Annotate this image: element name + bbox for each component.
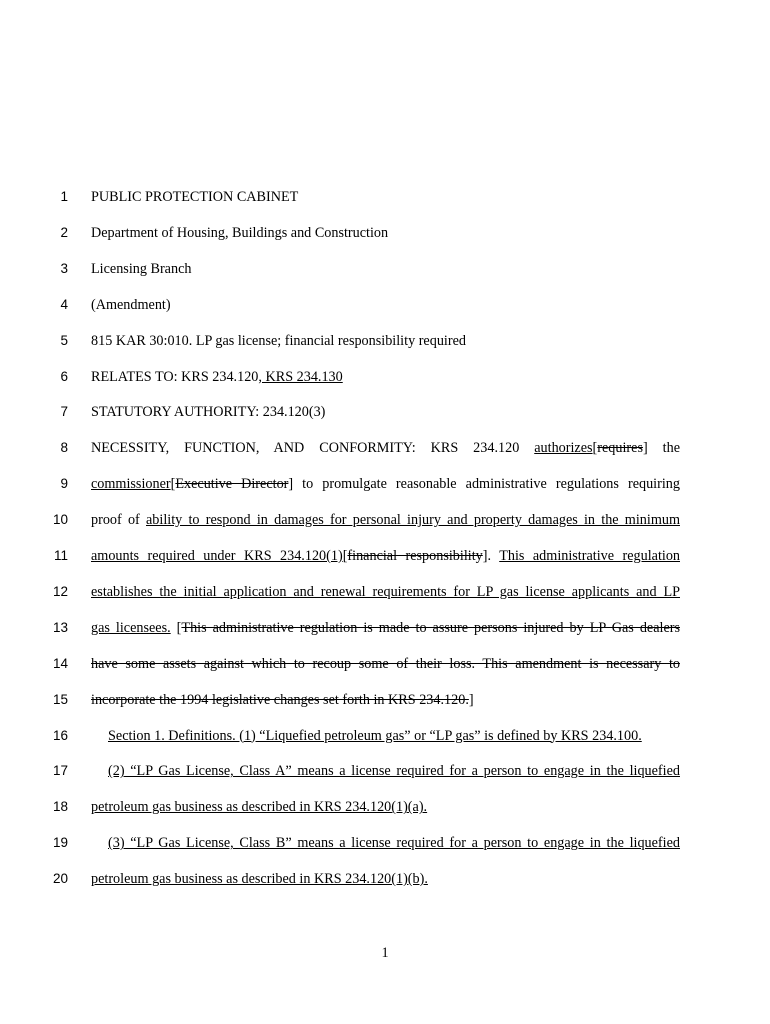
line-number: 7	[60, 404, 68, 420]
line-text	[91, 184, 680, 210]
text-segment: ] to promulgate reasonable administrative regulations requiring	[288, 476, 680, 493]
inserted-text: authorizes	[534, 440, 593, 457]
line-text	[91, 651, 680, 677]
deleted-text: This administrative regulation is made to assure persons injured by LP Gas dealers	[181, 619, 680, 636]
text-segment: proof of	[91, 512, 146, 529]
page-number: 1	[381, 945, 389, 961]
inserted-text: This administrative regulation	[499, 548, 680, 564]
text-segment: PUBLIC PROTECTION CABINET	[91, 189, 299, 205]
line-text	[91, 866, 680, 892]
line-text	[91, 435, 680, 461]
deleted-text: have some assets against which to recoup some of their loss. This amendment is necessary to	[91, 655, 680, 672]
line-text	[91, 687, 680, 713]
text-segment: RELATES TO: KRS 234.120	[91, 368, 259, 385]
text-segment: 815 KAR 30:010. LP gas license; financial responsibility required	[91, 332, 466, 349]
line-number: 11	[53, 548, 68, 563]
line-number: 13	[52, 619, 68, 635]
line-text	[91, 471, 680, 497]
line-text	[91, 292, 680, 318]
text-segment: [	[170, 619, 182, 636]
text-segment: NECESSITY, FUNCTION, AND CONFORMITY: KRS 234.120	[91, 440, 535, 457]
line-number: 8	[60, 440, 68, 456]
line-number: 5	[60, 332, 68, 348]
line-number: 10	[52, 512, 68, 528]
line-number: 15	[52, 691, 68, 707]
line-text	[91, 794, 680, 820]
document-line	[0, 543, 770, 569]
line-text	[91, 543, 680, 569]
document-line	[0, 328, 770, 354]
document-line	[0, 794, 770, 820]
document-line	[0, 471, 770, 497]
inserted-text: (2) “LP Gas License, Class A” means a license required for a person to engage in the liquefied	[108, 763, 680, 780]
text-segment: ] the	[642, 440, 680, 457]
document-line	[0, 364, 770, 390]
line-text	[91, 256, 680, 282]
document-line	[0, 256, 770, 282]
line-number: 1	[60, 189, 68, 204]
line-text	[91, 579, 680, 605]
text-segment: Department of Housing, Buildings and Construction	[91, 224, 389, 241]
inserted-text: amounts required under KRS 234.120(1)	[91, 548, 343, 564]
document-line	[0, 399, 770, 425]
text-segment: [	[342, 548, 348, 564]
document-line	[0, 615, 770, 641]
line-text	[91, 830, 680, 856]
document-line	[0, 866, 770, 892]
document-line	[0, 651, 770, 677]
line-number: 3	[60, 260, 68, 276]
inserted-text: establishes the initial application and renewal requirements for LP gas license applicants and LP	[91, 583, 680, 600]
line-text	[91, 328, 680, 354]
line-number: 16	[52, 727, 68, 743]
line-text	[91, 615, 680, 641]
line-number: 4	[60, 296, 68, 312]
line-number: 14	[52, 655, 68, 671]
document-line	[0, 292, 770, 318]
document-line	[0, 830, 770, 856]
inserted-text: ability to respond in damages for personal injury and property damages in the minimum	[146, 512, 680, 529]
deleted-text: incorporate the 1994 legislative changes set forth in KRS 234.120.	[91, 691, 469, 708]
line-number: 18	[52, 799, 68, 815]
line-text	[91, 220, 680, 246]
text-segment: Licensing Branch	[91, 260, 192, 277]
line-number: 12	[52, 583, 68, 599]
line-number: 17	[52, 763, 68, 779]
inserted-text: gas licensees.	[91, 619, 171, 636]
text-segment: [	[170, 476, 176, 493]
line-number: 9	[60, 476, 68, 492]
document-line	[0, 758, 770, 784]
deleted-text: requires	[597, 440, 643, 457]
document-line	[0, 723, 770, 749]
text-segment: (Amendment)	[91, 296, 171, 313]
line-text	[91, 507, 680, 533]
line-text	[91, 758, 680, 784]
line-text	[91, 399, 680, 425]
document-line	[0, 184, 770, 210]
document-line	[0, 507, 770, 533]
document-line	[0, 220, 770, 246]
text-segment: STATUTORY AUTHORITY: 234.120(3)	[91, 404, 326, 421]
text-segment: ]	[468, 691, 474, 708]
inserted-text: commissioner	[91, 476, 171, 493]
line-number: 20	[52, 871, 68, 887]
line-number: 19	[52, 835, 68, 851]
text-segment: [	[592, 440, 598, 457]
inserted-text: Section 1. Definitions. (1) “Liquefied petroleum gas” or “LP gas” is defined by KRS 234.100.	[108, 727, 642, 744]
inserted-text: petroleum gas business as described in KRS 234.120(1)(b).	[91, 871, 428, 888]
deleted-text: financial responsibility	[347, 548, 483, 564]
document-line	[0, 579, 770, 605]
line-text	[91, 723, 680, 749]
document-line	[0, 435, 770, 461]
line-number: 2	[60, 224, 68, 240]
document-line	[0, 687, 770, 713]
inserted-text: (3) “LP Gas License, Class B” means a license required for a person to engage in the liquefied	[108, 835, 680, 852]
line-text	[91, 364, 680, 390]
text-segment: ].	[482, 548, 500, 564]
inserted-text: petroleum gas business as described in KRS 234.120(1)(a).	[91, 799, 428, 816]
inserted-text: , KRS 234.130	[258, 368, 343, 385]
deleted-text: Executive Director	[175, 476, 289, 493]
line-number: 6	[60, 368, 68, 384]
